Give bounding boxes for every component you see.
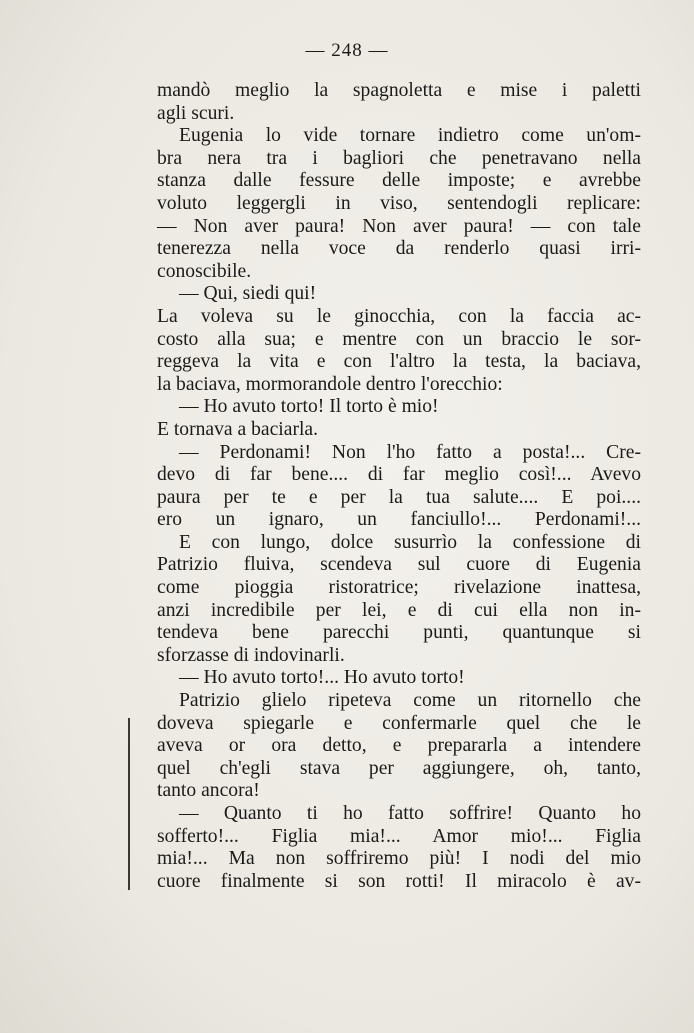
text-line: — Ho avuto torto! Il torto è mio!	[179, 396, 439, 418]
text-line: aveva or ora detto, e prepararla a intendere	[157, 735, 641, 757]
text-line: devo di far bene.... di far meglio così!... Avevo	[157, 464, 641, 486]
text-line: Patrizio glielo ripeteva come un ritornello che	[179, 690, 641, 712]
text-line: costo alla sua; e mentre con un braccio le sor-	[157, 328, 641, 350]
text-line: Eugenia lo vide tornare indietro come un'om-	[179, 125, 641, 147]
text-line: tenerezza nella voce da renderlo quasi irri-	[157, 238, 641, 260]
text-line: bra nera tra i bagliori che penetravano nella	[157, 147, 641, 169]
text-line: reggeva la vita e con l'altro la testa, la baciava,	[157, 351, 641, 373]
text-line: E con lungo, dolce susurrìo la confessione di	[179, 531, 641, 553]
text-line: tendeva bene parecchi punti, quantunque si	[157, 622, 641, 644]
text-line: — Quanto ti ho fatto soffrire! Quanto ho	[179, 803, 641, 824]
text-line: ero un ignaro, un fanciullo!... Perdonami!...	[157, 509, 641, 531]
text-line: conoscibile.	[157, 260, 252, 282]
text-line: la baciava, mormorandole dentro l'orecchio:	[157, 373, 503, 395]
text-line: tanto ancora!	[157, 780, 260, 802]
text-line: — Ho avuto torto!... Ho avuto torto!	[179, 667, 465, 689]
text-line: — Qui, siedi qui!	[179, 283, 317, 305]
text-line: — Perdonami! Non l'ho fatto a posta!... Cre-	[179, 441, 641, 463]
text-line: — Non aver paura! Non aver paura! — con tale	[157, 215, 641, 237]
text-line: mia!... Ma non soffriremo più! I nodi del mio	[157, 848, 641, 870]
text-line: mandò meglio la spagnoletta e mise i paletti	[157, 80, 641, 101]
text-line: sforzasse di indovinarli.	[157, 644, 345, 666]
text-line: voluto leggergli in viso, sentendogli replicare:	[157, 192, 641, 214]
text-line: doveva spiegarle e confermarle quel che le	[157, 712, 641, 734]
text-line: E tornava a baciarla.	[157, 418, 319, 440]
body-text	[157, 80, 641, 893]
margin-mark	[128, 718, 130, 890]
text-line: cuore finalmente si son rotti! Il miracolo è av-	[157, 870, 641, 892]
text-line: Patrizio fluiva, scendeva sul cuore di Eugenia	[157, 554, 641, 576]
text-line: quel ch'egli stava per aggiungere, oh, tanto,	[157, 757, 641, 779]
text-line: come pioggia ristoratrice; rivelazione inattesa,	[157, 577, 641, 599]
text-line: stanza dalle fessure delle imposte; e avrebbe	[157, 170, 641, 192]
text-line: paura per te e per la tua salute.... E poi....	[157, 486, 641, 508]
text-line: anzi incredibile per lei, e di cui ella non in-	[157, 599, 641, 621]
text-line: agli scuri.	[157, 102, 235, 124]
page-number: — 248 —	[305, 40, 389, 61]
text-line: sofferto!... Figlia mia!... Amor mio!... Figlia	[157, 825, 641, 847]
text-line: La voleva su le ginocchia, con la faccia ac-	[157, 305, 641, 327]
